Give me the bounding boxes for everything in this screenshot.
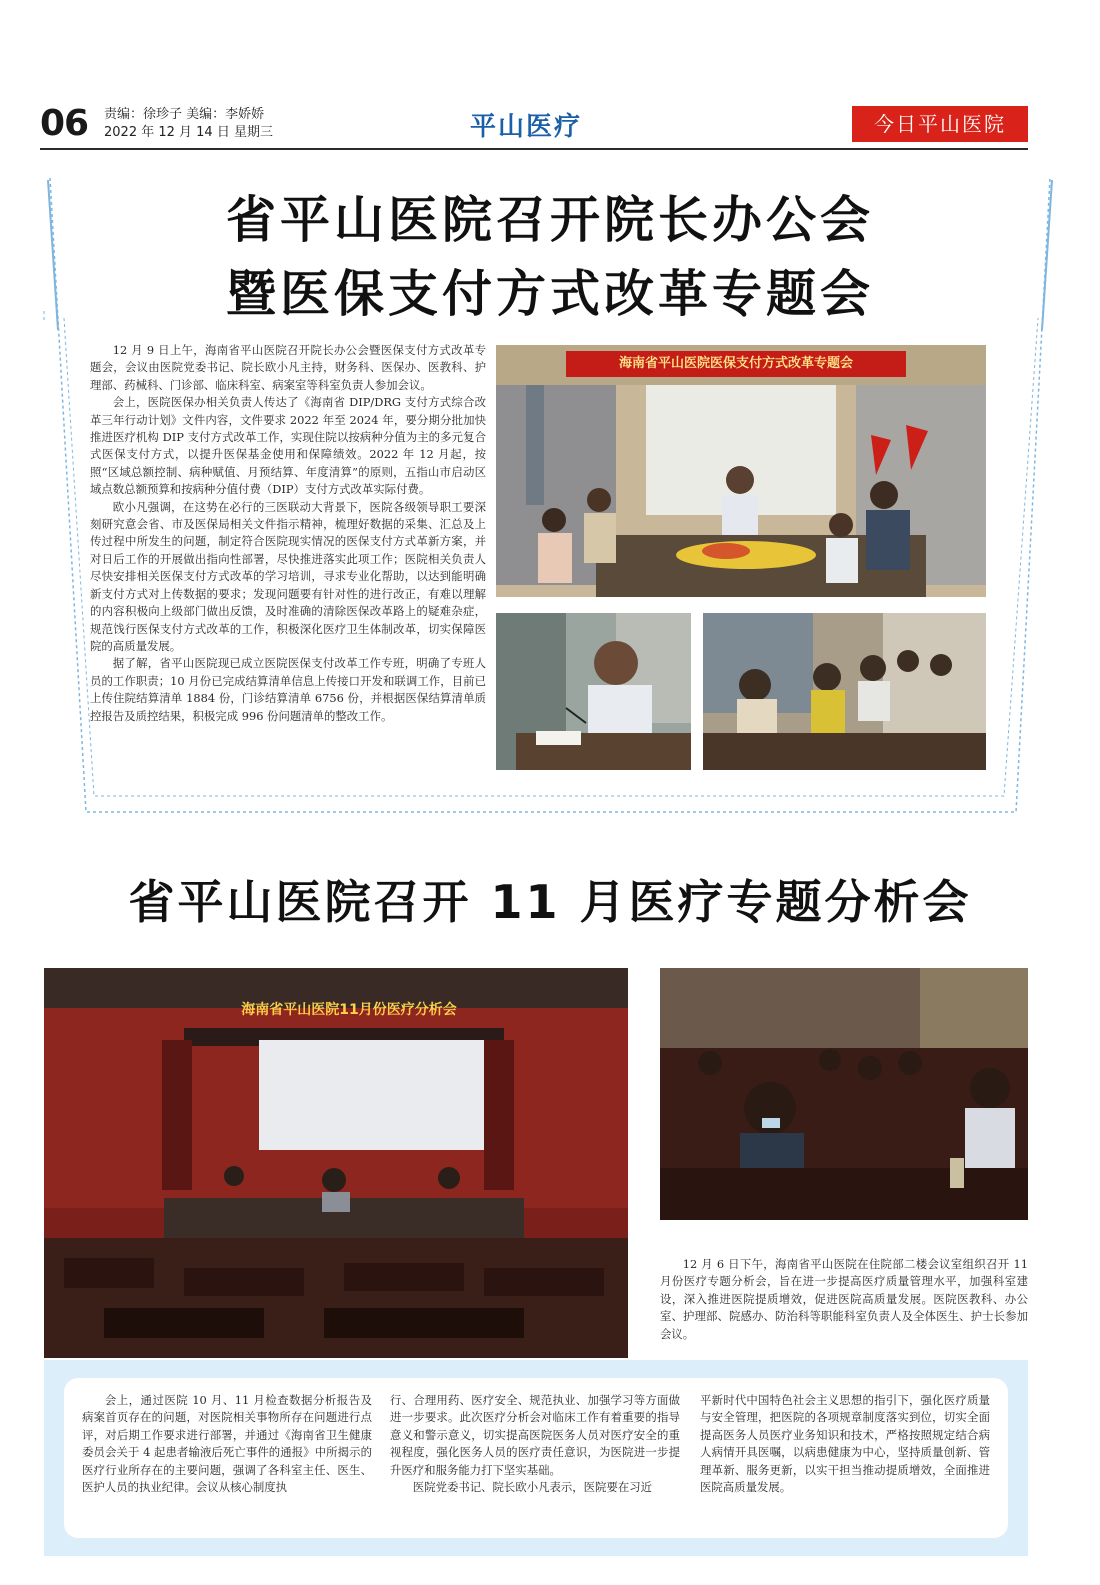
article1-title-line2: 暨医保支付方式改革专题会 [226,265,874,323]
photo-seated-attendees-image [660,968,1028,1220]
auditorium-banner-text: 海南省平山医院11月份医疗分析会 [241,1002,457,1018]
photo-seated-attendees [660,968,1028,1220]
article2-column-text: 医院党委书记、院长欧小凡表示，医院要在习近 [412,1480,653,1495]
photo-attendees-image [703,613,986,770]
photo-speaker-image [496,613,691,770]
article2-caption-text: 12 月 6 日下午，海南省平山医院在住院部二楼会议室组织召开 11 月份医疗专题分析会，旨在进一步提高医疗质量管理水平，加强科室建设，深入推进医院提质增效，促进医院高质量发展。医院医教科、办公室、护理部、院感办、防治科等职能科室负责人及全体医生、护士长参加会议。 [660,1257,1028,1341]
photo-speaker [496,613,691,770]
photo-auditorium-image [44,968,628,1358]
article2-column-3 [700,1392,990,1496]
article2-column-1 [82,1392,372,1496]
editors-line: 责编：徐珍子 美编：李娇娇 [104,107,265,122]
article1-paragraph: 欧小凡强调，在这势在必行的三医联动大背景下，医院各级领导职工要深刻研究意会省、市及医保局相关文件指示精神，梳理好数据的采集、汇总及上传过程中所发生的问题，制定符合医院现实情况的医保支付方式革新方案，并对日后工作的开展做出指向性部署，尽快推进落实此项工作；医院相关负责人尽快安排相关医保支付方式改革的学习培训，寻求专业化帮助，以达到能明确新支付方式对上传数据的要求；发现问题要有针对性的进行改正，有难以理解的内容积极向上级部门做出反馈，及时准确的清除医保改革路上的疑难杂症，规范饯行医保支付方式改革的工作，积极深化医疗卫生体制改革，切实保障医院的高质量发展。 [90,499,486,653]
photo-attendees [703,613,986,770]
article2-column-text: 行、合理用药、医疗安全、规范执业、加强学习等方面做进一步要求。此次医疗分析会对临床工作有着重要的指导意义和警示意义，切实提高医院医务人员对医疗安全的重视程度，强化医务人员的医疗责任意识，为医院进一步提升医疗和服务能力打下坚实基础。 [390,1393,680,1477]
article2-title: 省平山医院召开 11 月医疗专题分析会 [128,875,972,929]
column-tag: 今日平山医院 [852,106,1028,142]
article1-body [90,342,486,725]
article2-caption [660,1256,1028,1343]
article2-column-text: 会上，通过医院 10 月、11 月检查数据分析报告及病案首页存在的问题，对医院相关事物所存在问题进行点评，对后期工作要求进行部署，并通过《海南省卫生健康委员会关于 4 起患者输液后死亡事件的通报》中所揭示的医疗行业所存在的主要问题，强调了各科室主任、医生、医护人员的执业纪律。会议从核心制度执 [82,1393,372,1495]
section-title: 平山医疗 [470,112,583,142]
article1-paragraph: 会上，医院医保办相关负责人传达了《海南省 DIP/DRG 支付方式综合改革三年行动计划》文件内容，文件要求 2022 年至 2024 年，要分期分批加快推进医疗机构 DIP 支付方式改革工作，实现住院以按病种分值为主的多元复合式医保支付方式，以提升医保基金使用和保障绩效。2022 年 12 月起，按照“区域总额控制、病种赋值、月预结算、年度清算”的原则，五指山市启动区域点数总额预算和按病种分值付费（DIP）支付方式改革实际付费。 [90,395,486,497]
page-number: 06 [40,103,89,144]
article1-paragraph: 12 月 9 日上午，海南省平山医院召开院长办公会暨医保支付方式改革专题会，会议由医院党委书记、院长欧小凡主持，财务科、医保办、医教科、护理部、药械科、门诊部、临床科室、病案室等科室负责人参加会议。 [90,343,486,392]
article2-column-2 [390,1392,680,1496]
issue-date: 2022 年 12 月 14 日 星期三 [104,125,273,140]
article1-title-line1: 省平山医院召开院长办公会 [226,191,874,249]
photo-meeting-main-image [496,345,986,597]
photo-auditorium [44,968,628,1358]
article1-paragraph: 据了解，省平山医院现已成立医院医保支付改革工作专班，明确了专班人员的工作职责；10 月份已完成结算清单信息上传接口开发和联调工作，目前已上传住院结算清单 1884 份，门诊结算清单 6756 份，并根据医保结算清单质控报告及质控结果，积极完成 996 份问题清单的整改工作。 [90,656,486,723]
article2-column-text: 平新时代中国特色社会主义思想的指引下，强化医疗质量与安全管理，把医院的各项规章制度落实到位，切实全面提高医务人员医疗业务知识和技术，严格按照规定结合病人病情开具医嘱，以病患健康为中心，坚持质量创新、管理革新、服务更新，以实干担当推动提质增效，全面推进医院高质量发展。 [700,1393,990,1495]
photo-meeting-main [496,345,986,597]
photo-banner-text: 海南省平山医院医保支付方式改革专题会 [618,356,853,371]
